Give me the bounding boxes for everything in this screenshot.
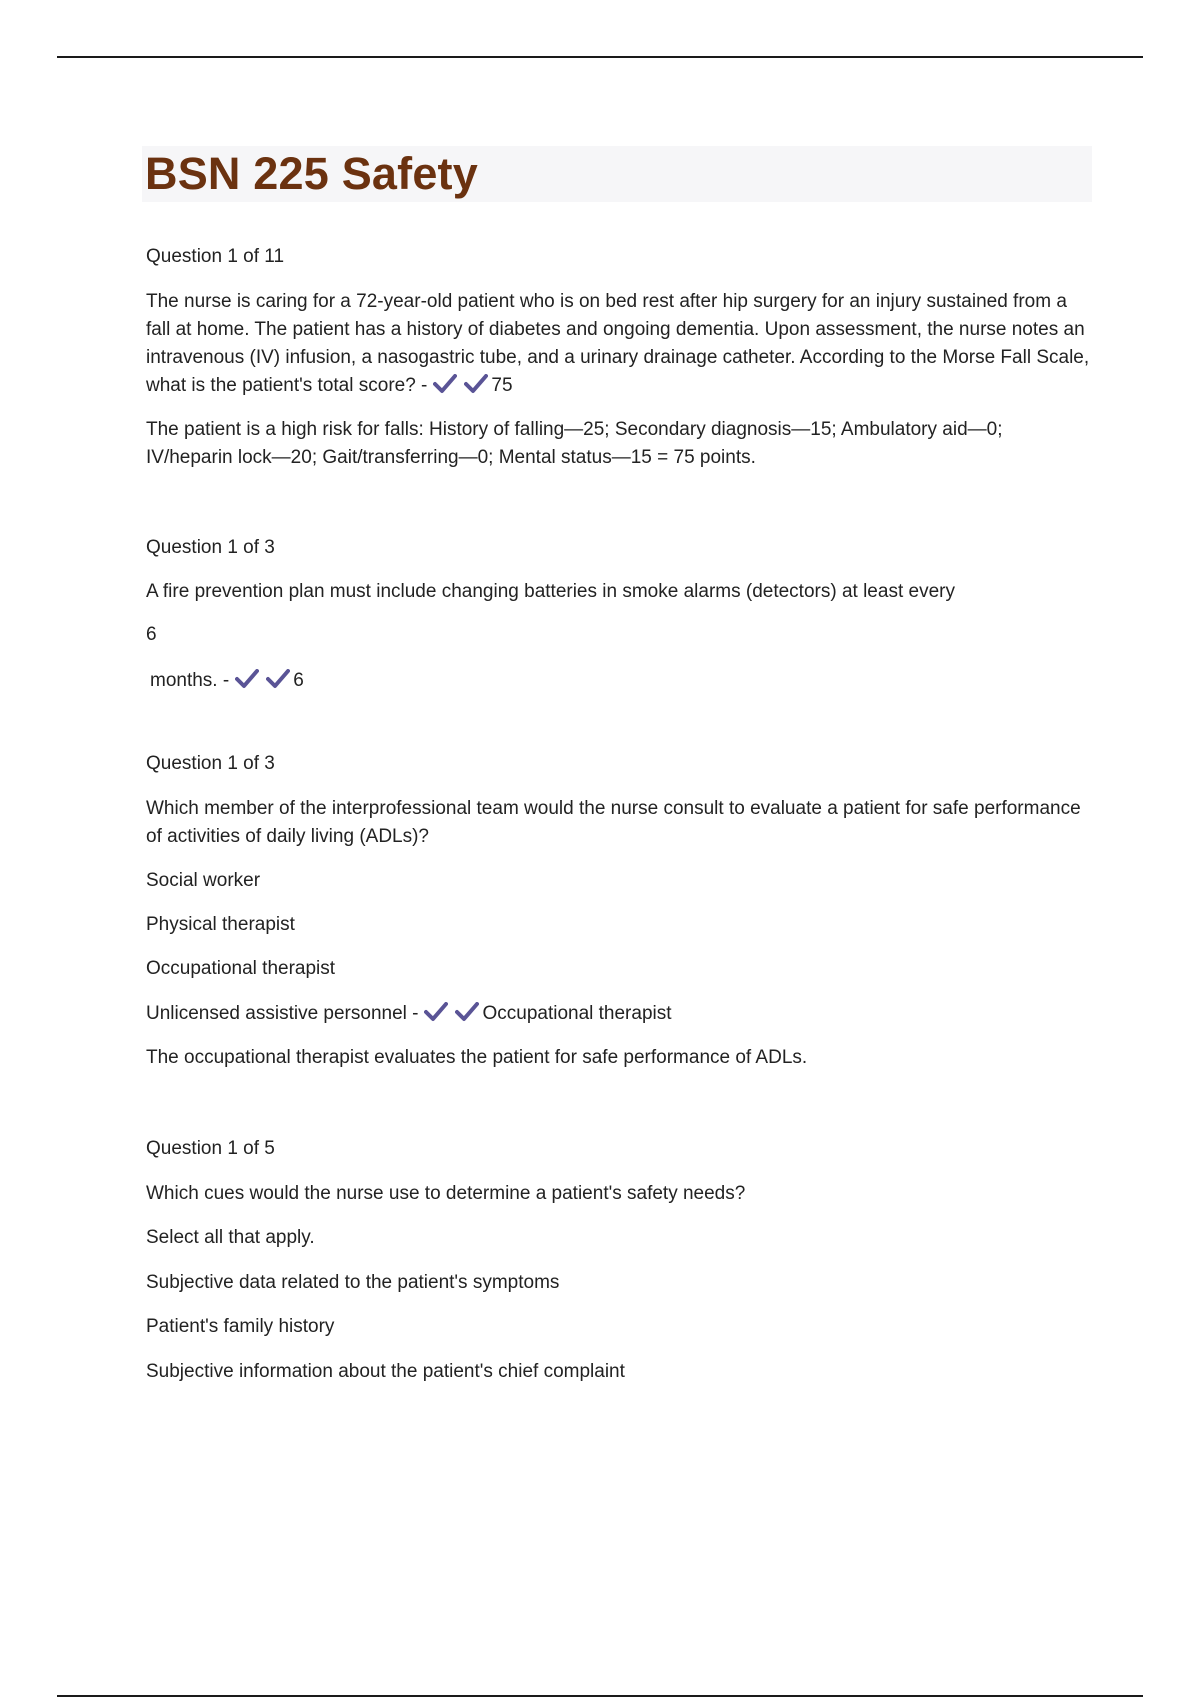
question-stem: Which cues would the nurse use to determine a patient's safety needs? xyxy=(146,1183,746,1204)
question-label: Question 1 of 3 xyxy=(146,537,275,558)
question-stem-text: The nurse is caring for a 72-year-old patient who is on bed rest after hip surgery for an injury sustained from a fall at home. The patient has a history of diabetes and ongoing dementia. Upon assessment, the nurse notes an intravenous (IV) infusion, a nasogastric tube, and a urinary drainage catheter. According to the Morse Fall Scale, what is the patient's total score? - xyxy=(146,291,1090,396)
question-tail-text: months. - xyxy=(150,670,230,691)
checkmark-icon xyxy=(235,669,259,689)
answer-option-with-key xyxy=(146,1000,1092,1028)
question-block-3 xyxy=(146,750,1092,1072)
answer-option: Social worker xyxy=(146,870,261,891)
checkmark-icon xyxy=(266,669,290,689)
answer-checks xyxy=(433,372,491,400)
answer-checks xyxy=(424,1000,482,1028)
answer-option: Subjective information about the patient's chief complaint xyxy=(146,1361,625,1382)
top-rule xyxy=(57,56,1143,58)
question-block-1 xyxy=(146,243,1092,472)
question-label: Question 1 of 11 xyxy=(146,246,285,267)
page-title: BSN 225 Safety xyxy=(145,148,478,199)
checkmark-icon xyxy=(424,1002,448,1022)
answer-checks xyxy=(235,667,293,695)
answer-value: 75 xyxy=(491,375,513,396)
question-block-4 xyxy=(146,1135,1092,1386)
rationale: The occupational therapist evaluates the patient for safe performance of ADLs. xyxy=(146,1047,808,1068)
answer-value: Occupational therapist xyxy=(482,1003,672,1024)
question-stem: Which member of the interprofessional team would the nurse consult to evaluate a patient for safe performance of activities of daily living (ADLs)? xyxy=(146,798,1081,847)
question-label: Question 1 of 3 xyxy=(146,753,275,774)
question-tail xyxy=(146,667,1092,695)
answer-option: Patient's family history xyxy=(146,1316,335,1337)
checkmark-icon xyxy=(433,374,457,394)
checkmark-icon xyxy=(464,374,488,394)
question-stem: A fire prevention plan must include changing batteries in smoke alarms (detectors) at least every xyxy=(146,581,955,602)
bottom-rule xyxy=(57,1695,1143,1697)
answer-value: 6 xyxy=(293,670,304,691)
question-block-2 xyxy=(146,534,1092,695)
question-label: Question 1 of 5 xyxy=(146,1138,275,1159)
rationale: The patient is a high risk for falls: History of falling—25; Secondary diagnosis—15; Ambulatory aid—0; IV/heparin lock—20; Gait/transferring—0; Mental status—15 = 75 points. xyxy=(146,419,1003,468)
answer-option: Subjective data related to the patient's symptoms xyxy=(146,1272,560,1293)
checkmark-icon xyxy=(455,1002,479,1022)
document-body xyxy=(146,146,1092,1386)
instruction: Select all that apply. xyxy=(146,1227,315,1248)
question-stem xyxy=(146,288,1092,400)
answer-option: Physical therapist xyxy=(146,914,295,935)
answer-option-text: Unlicensed assistive personnel - xyxy=(146,1003,419,1024)
title-band xyxy=(142,146,1092,202)
blank-value: 6 xyxy=(146,624,157,645)
answer-option: Occupational therapist xyxy=(146,958,336,979)
